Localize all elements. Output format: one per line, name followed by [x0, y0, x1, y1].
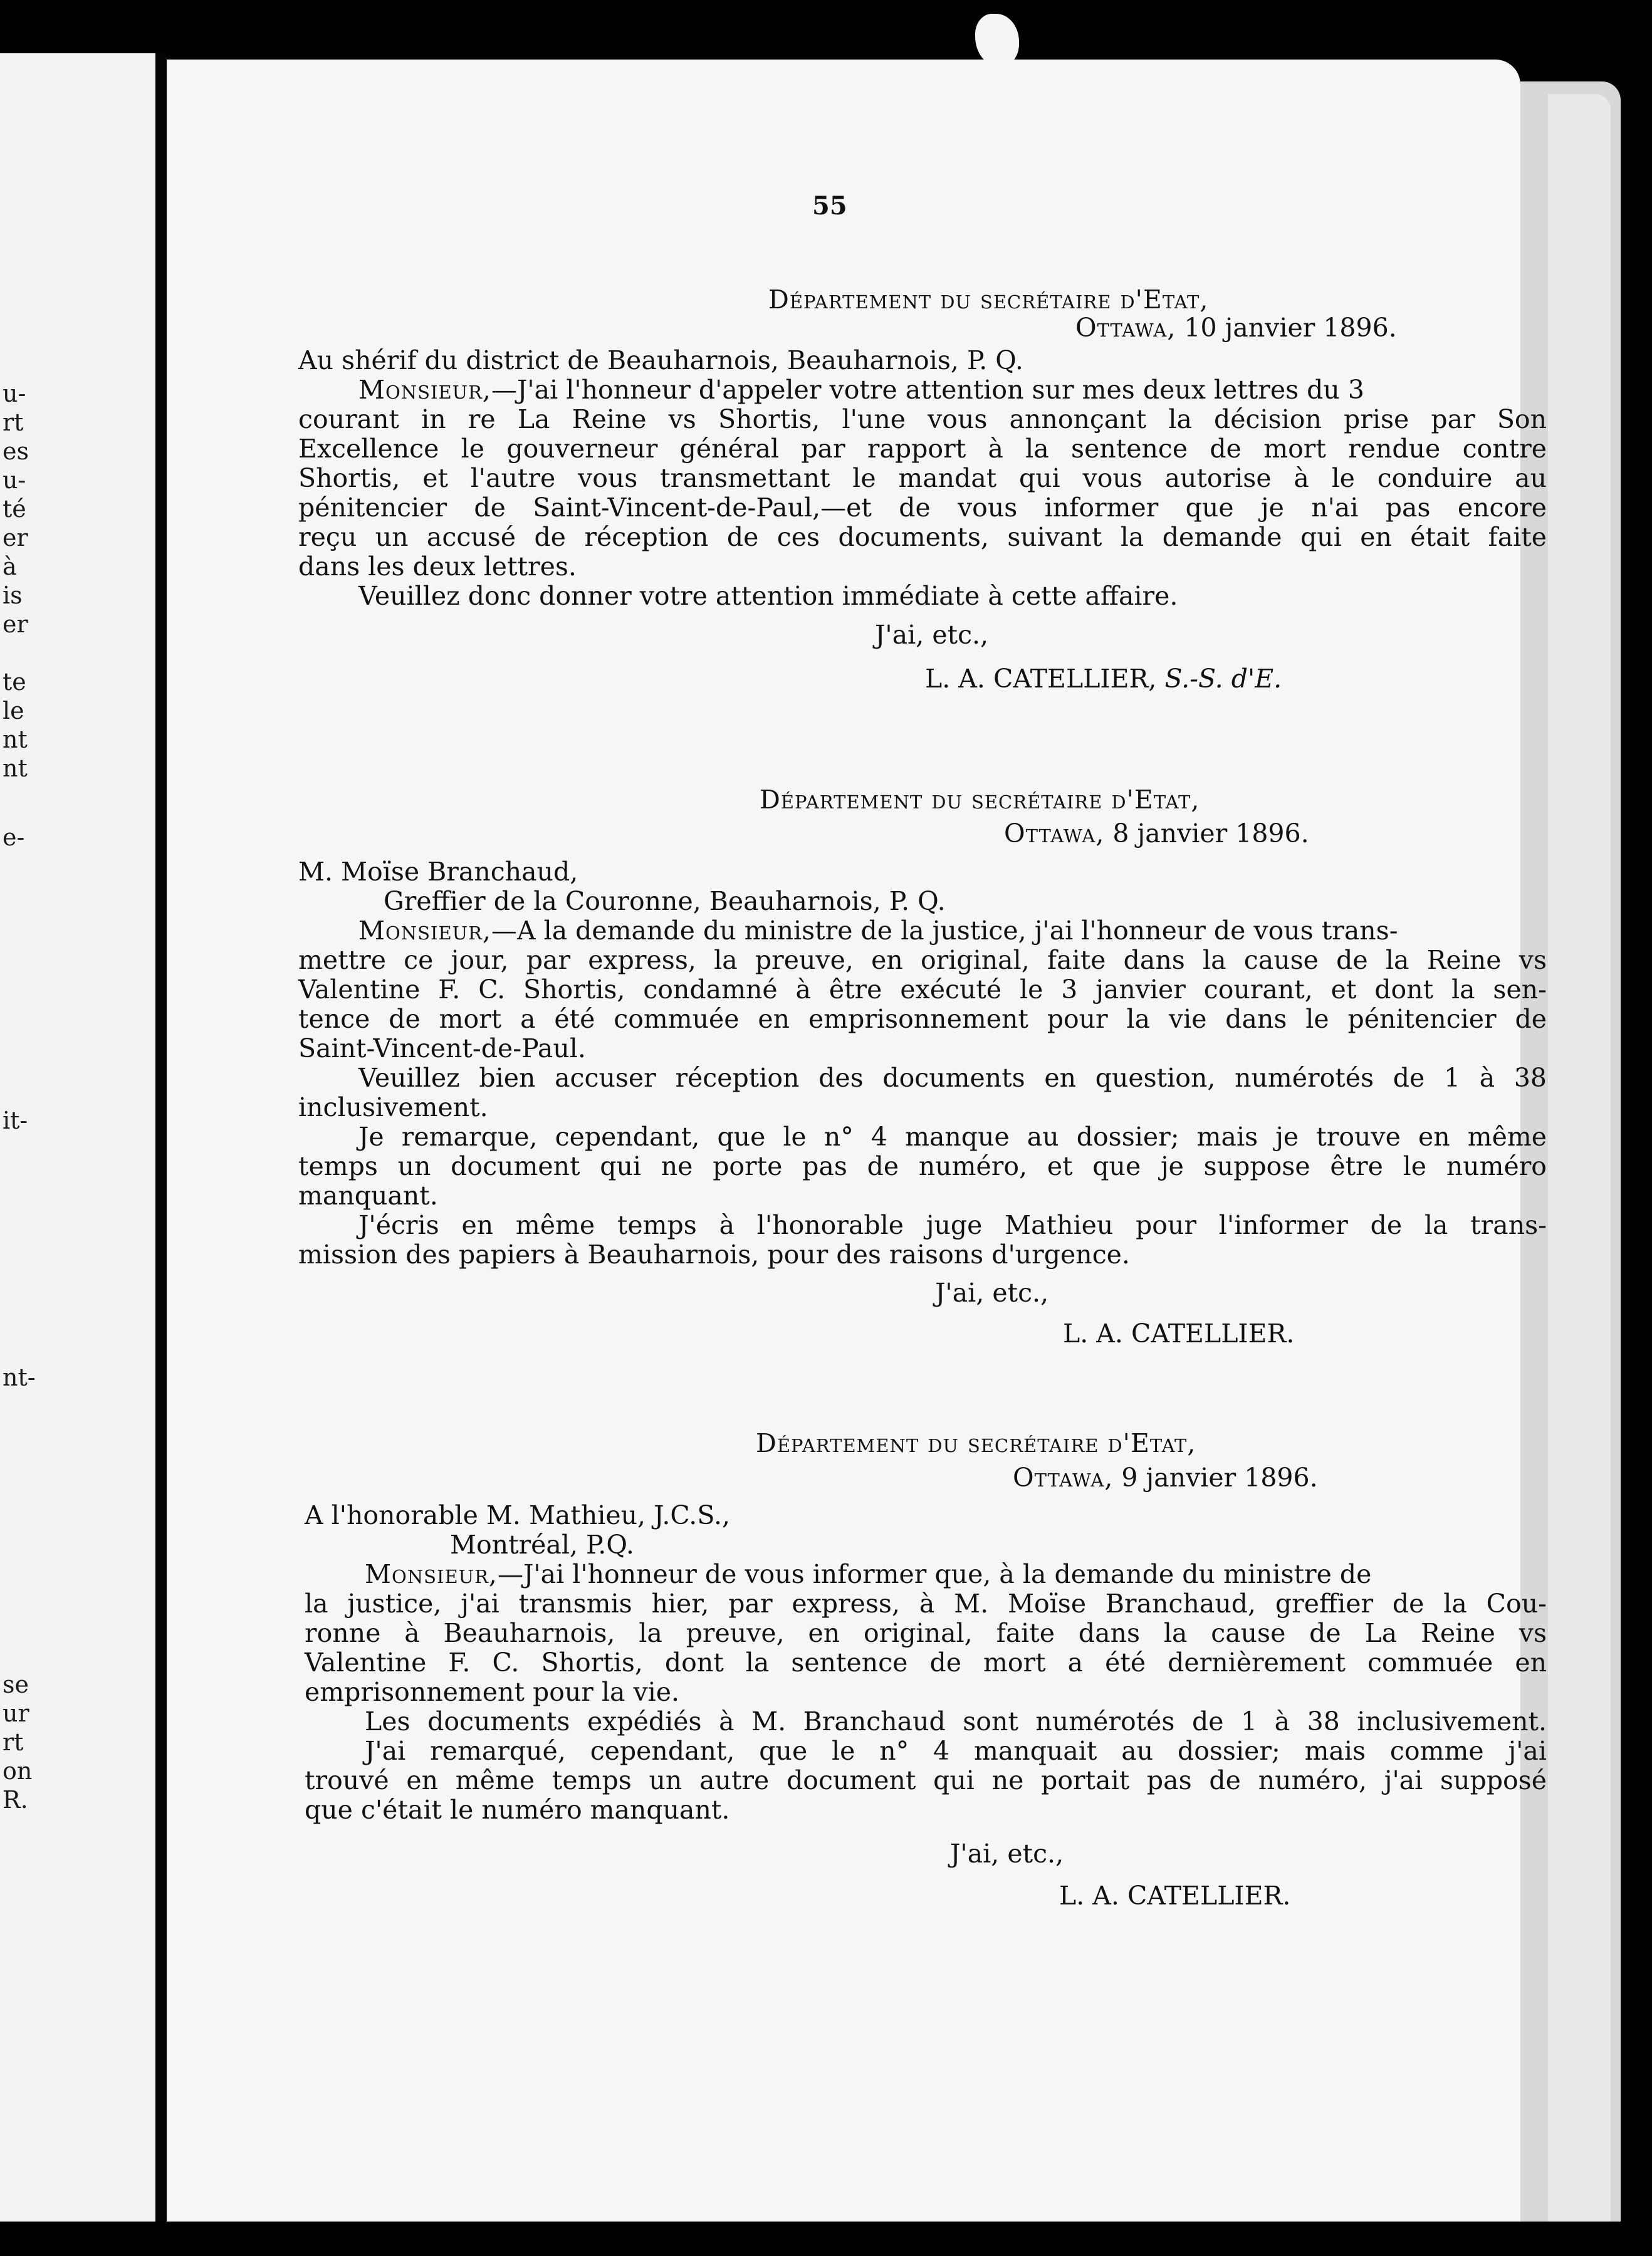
letter-3-date: 9 janvier 1896.	[1121, 1463, 1318, 1493]
letter-2-line: manquant.	[298, 1181, 438, 1211]
left-page-fragment	[0, 53, 155, 2222]
letter-3-salutation: Monsieur,	[365, 1559, 498, 1589]
left-fragment: er	[3, 524, 28, 551]
letter-2-line: Je remarque, cependant, que le n° 4 manque au dossier; mais je trouve en même	[358, 1122, 1547, 1152]
letter-2-recipient-title: Greffier de la Couronne, Beauharnois, P. Q.	[384, 886, 946, 916]
left-fragment: rt	[3, 1728, 24, 1756]
letter-3-place: Ottawa,	[1013, 1463, 1114, 1493]
letter-3-recipient: A l'honorable M. Mathieu, J.C.S.,	[305, 1500, 731, 1530]
left-fragment: it-	[3, 1107, 28, 1134]
left-fragment: es	[3, 437, 29, 465]
letter-3-line: Les documents expédiés à M. Branchaud sont numérotés de 1 à 38 inclusivement.	[365, 1706, 1547, 1736]
letter-2-line: Veuillez bien accuser réception des documents en question, numérotés de 1 à 38	[358, 1063, 1547, 1093]
letter-1-line: Shortis, et l'autre vous transmettant le mandat qui vous autorise à le conduire au	[298, 463, 1547, 493]
letter-3-signature: L. A. CATELLIER.	[1059, 1881, 1291, 1911]
left-fragment: R.	[3, 1786, 28, 1814]
letter-2-recipient: M. Moïse Branchaud,	[298, 857, 578, 887]
letter-3-line: trouvé en même temps un autre document qui ne portait pas de numéro, j'ai supposé	[305, 1765, 1547, 1795]
letter-1-opening	[358, 375, 1364, 405]
left-fragment: er	[3, 610, 28, 638]
letter-2-salutation: Monsieur,	[358, 916, 491, 946]
left-fragment: ur	[3, 1700, 29, 1727]
letter-3-line: la justice, j'ai transmis hier, par express, à M. Moïse Branchaud, greffier de la Cou-	[305, 1589, 1547, 1619]
document-page	[167, 60, 1547, 2222]
left-fragment: e-	[3, 823, 25, 851]
letter-2-opening	[358, 916, 1398, 946]
letter-2-line: temps un document qui ne porte pas de numéro, et que je suppose être le numéro	[298, 1151, 1547, 1181]
left-fragment: on	[3, 1757, 33, 1785]
letter-3-intro: —J'ai l'honneur de vous informer que, à la demande du ministre de	[497, 1559, 1372, 1589]
letter-2-line: mission des papiers à Beauharnois, pour des raisons d'urgence.	[298, 1240, 1130, 1270]
letter-2-line: J'écris en même temps à l'honorable juge Mathieu pour l'informer de la trans-	[358, 1210, 1547, 1240]
letter-1-line: courant in re La Reine vs Shortis, l'une vous annonçant la décision prise par Son	[298, 404, 1547, 434]
letter-3-line: J'ai remarqué, cependant, que le n° 4 manquait au dossier; mais comme j'ai	[365, 1736, 1547, 1766]
letter-1-closing: J'ai, etc.,	[875, 620, 989, 650]
left-fragment: te	[3, 668, 26, 696]
letter-1-intro: —J'ai l'honneur d'appeler votre attention sur mes deux lettres du 3	[491, 375, 1364, 405]
letter-2-closing: J'ai, etc.,	[935, 1278, 1049, 1308]
page-gutter	[155, 53, 167, 2222]
letter-1-salutation: Monsieur,	[358, 375, 491, 405]
letter-1-dateline	[1075, 313, 1397, 343]
page-number: 55	[812, 191, 847, 221]
letter-1-date: 10 janvier 1896.	[1184, 313, 1397, 343]
letter-1-signature-block	[925, 664, 1282, 694]
left-fragment: nt	[3, 726, 28, 753]
left-fragment: se	[3, 1671, 29, 1698]
letter-2-dateline	[1004, 819, 1309, 849]
left-fragment: u-	[3, 466, 26, 494]
letter-1-paragraph: Veuillez donc donner votre attention immédiate à cette affaire.	[358, 581, 1178, 611]
letter-2-department: Département du secrétaire d'Etat,	[760, 785, 1200, 815]
letter-2-place: Ottawa,	[1004, 818, 1105, 849]
letter-2-line: Valentine F. C. Shortis, condamné à être exécuté le 3 janvier courant, et dont la sen-	[298, 974, 1547, 1005]
letter-1-signature-title: S.-S. d'E.	[1164, 664, 1282, 694]
letter-1-department: Département du secrétaire d'Etat,	[768, 285, 1209, 315]
letter-2-line: tence de mort a été commuée en emprisonnement pour la vie dans le pénitencier de	[298, 1004, 1547, 1034]
letter-1-line: dans les deux lettres.	[298, 551, 577, 582]
letter-2-line: Saint-Vincent-de-Paul.	[298, 1033, 586, 1063]
letter-3-line: ronne à Beauharnois, la preuve, en original, faite dans la cause de La Reine vs	[305, 1618, 1547, 1648]
letter-3-line: que c'était le numéro manquant.	[305, 1795, 730, 1825]
letter-2-date: 8 janvier 1896.	[1112, 818, 1309, 849]
left-fragment: rt	[3, 409, 24, 436]
letter-1-line: Excellence le gouverneur général par rapport à la sentence de mort rendue contre	[298, 434, 1547, 464]
letter-3-recipient-place: Montréal, P.Q.	[450, 1530, 634, 1560]
letter-1-line: pénitencier de Saint-Vincent-de-Paul,—et de vous informer que je n'ai pas encore	[298, 493, 1547, 523]
left-fragment: is	[3, 582, 23, 609]
left-fragment: le	[3, 697, 24, 724]
letter-2-intro: —A la demande du ministre de la justice, j'ai l'honneur de vous trans-	[491, 916, 1398, 946]
letter-3-line: emprisonnement pour la vie.	[305, 1677, 680, 1707]
letter-1-signature: L. A. CATELLIER,	[925, 664, 1157, 694]
letter-3-closing: J'ai, etc.,	[950, 1839, 1064, 1869]
left-fragment: u-	[3, 380, 26, 407]
letter-2-line: inclusivement.	[298, 1092, 488, 1122]
left-fragment: nt	[3, 755, 28, 782]
letter-1-place: Ottawa,	[1075, 313, 1176, 343]
page-edge	[1548, 94, 1611, 2222]
letter-3-department: Département du secrétaire d'Etat,	[756, 1428, 1196, 1458]
letter-3-dateline	[1013, 1463, 1318, 1493]
letter-1-line: reçu un accusé de réception de ces documents, suivant la demande qui en était faite	[298, 522, 1547, 552]
left-fragment: té	[3, 495, 26, 523]
letter-2-signature: L. A. CATELLIER.	[1063, 1319, 1295, 1349]
letter-3-opening	[365, 1560, 1371, 1589]
letter-1-recipient: Au shérif du district de Beauharnois, Beauharnois, P. Q.	[298, 345, 1023, 375]
letter-3-line: Valentine F. C. Shortis, dont la sentence de mort a été dernièrement commuée en	[305, 1648, 1547, 1678]
left-fragment: nt-	[3, 1364, 36, 1391]
letter-2-line: mettre ce jour, par express, la preuve, en original, faite dans la cause de la Reine vs	[298, 945, 1547, 975]
left-fragment: à	[3, 553, 17, 580]
